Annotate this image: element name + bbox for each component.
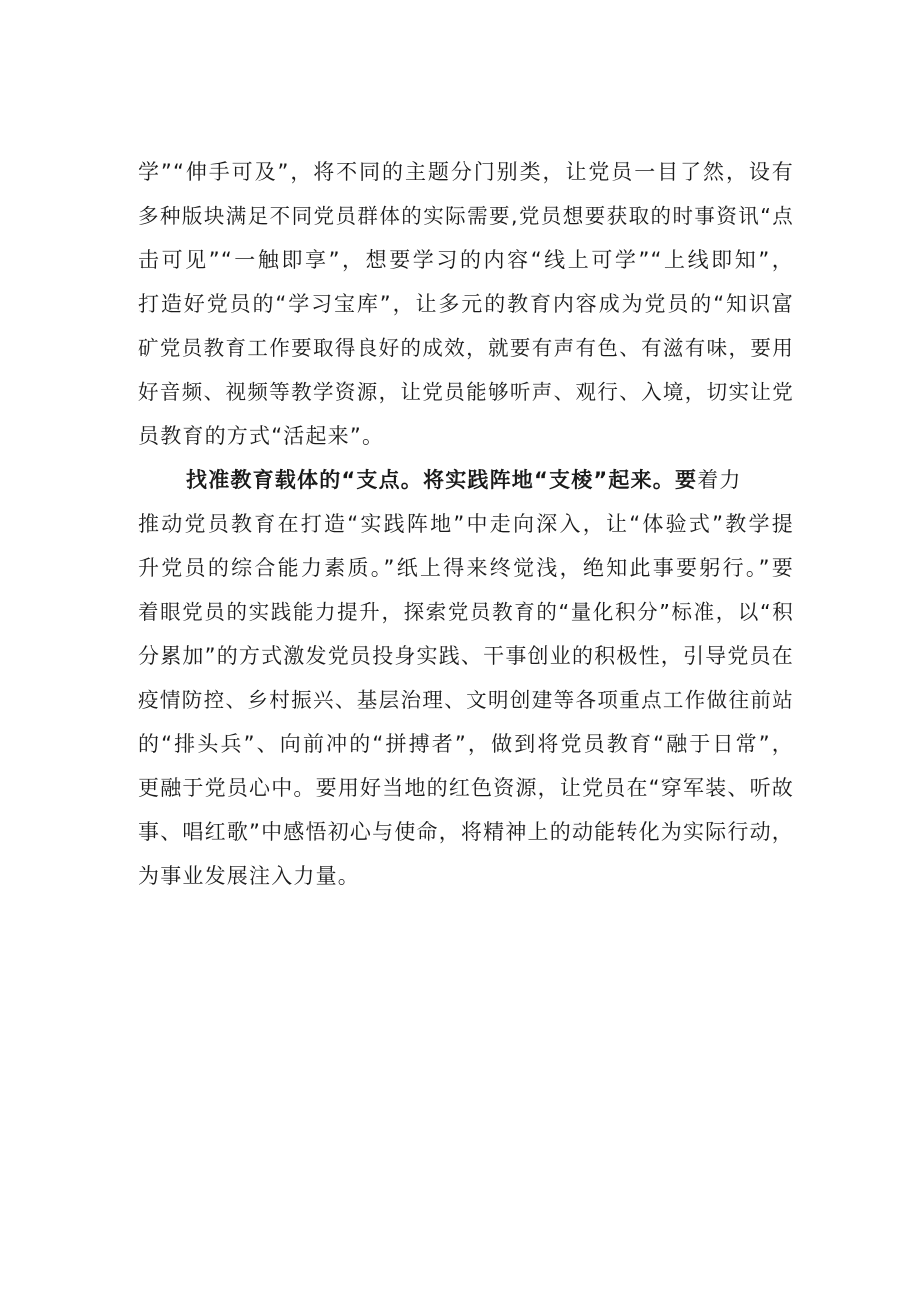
paragraph2-line-8: 更融于党员心中。要用好当地的红色资源，让党员在“穿军装、听故 [138, 776, 794, 800]
paragraph1-line-7: 员教育的方式“活起来”。 [138, 424, 385, 448]
paragraph2-line-10: 为事业发展注入力量。 [138, 864, 360, 888]
paragraph2-line-9: 事、唱红歌”中感悟初心与使命，将精神上的动能转化为实际行动， [138, 820, 794, 844]
paragraph1-line-6: 好音频、视频等教学资源，让党员能够听声、观行、入境，切实让党 [138, 380, 794, 404]
paragraph1-line-2: 多种版块满足不同党员群体的实际需要,党员想要获取的时事资讯“点 [138, 204, 794, 228]
paragraph1-line-3: 击可见”“一触即享”，想要学习的内容“线上可学”“上线即知”， [138, 248, 794, 272]
paragraph2-line-1 [186, 465, 794, 495]
paragraph2-line-5: 分累加”的方式激发党员投身实践、干事创业的积极性，引导党员在 [138, 644, 794, 668]
paragraph2-line-6: 疫情防控、乡村振兴、基层治理、文明创建等各项重点工作做往前站 [138, 688, 794, 712]
paragraph2-line-4: 着眼党员的实践能力提升，探索党员教育的“量化积分”标准，以“积 [138, 600, 794, 624]
paragraph1-line-4: 打造好党员的“学习宝库”，让多元的教育内容成为党员的“知识富 [138, 292, 794, 316]
paragraph1-line-5: 矿党员教育工作要取得良好的成效，就要有声有色、有滋有味，要用 [138, 336, 794, 360]
paragraph2-line-1-rest: 着力 [697, 468, 742, 492]
paragraph1-line-1: 学”“伸手可及”，将不同的主题分门别类，让党员一目了然，设有 [138, 160, 794, 184]
paragraph2-line-3: 升党员的综合能力素质。”纸上得来终觉浅，绝知此事要躬行。”要 [138, 556, 794, 580]
paragraph2-line-7: 的“排头兵”、向前冲的“拼搏者”，做到将党员教育“融于日常”， [138, 732, 794, 756]
paragraph2-heading: 找准教育载体的“支点。将实践阵地“支棱”起来。要 [186, 468, 698, 492]
paragraph2-line-2: 推动党员教育在打造“实践阵地”中走向深入，让“体验式”教学提 [138, 512, 794, 536]
